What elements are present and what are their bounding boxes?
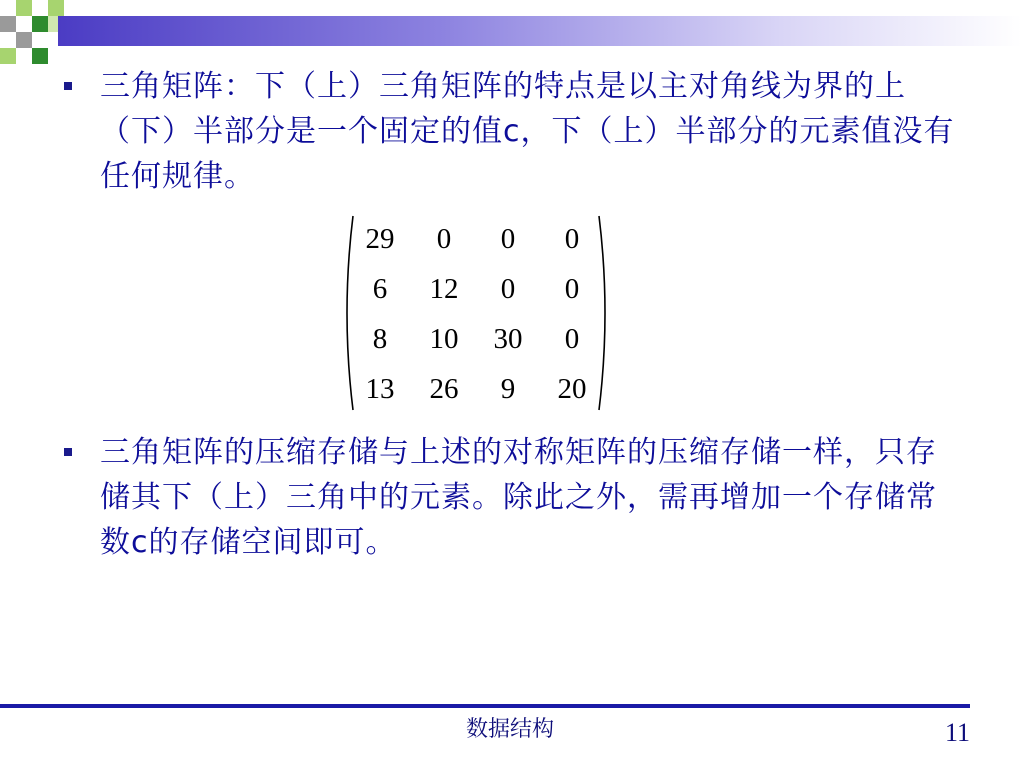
- bullet-text: 三角矩阵的压缩存储与上述的对称矩阵的压缩存储一样，只存储其下（上）三角中的元素。除此之外，需再增加一个存储常数c的存储空间即可。: [100, 435, 937, 560]
- matrix-cell: 9: [500, 373, 516, 405]
- bullet-square-icon: [64, 448, 72, 456]
- matrix-cell: 0: [564, 223, 580, 255]
- header-gradient-bar: [58, 16, 1022, 46]
- matrix-cell: 12: [429, 273, 459, 305]
- checker-square: [32, 48, 48, 64]
- matrix-cell: 20: [557, 373, 587, 405]
- matrix-cell: 30: [493, 323, 523, 355]
- matrix-cell: 0: [564, 323, 580, 355]
- checker-square: [0, 16, 16, 32]
- footer-title: 数据结构: [465, 717, 554, 742]
- matrix-cell: 0: [436, 223, 452, 255]
- checker-square: [16, 32, 32, 48]
- checker-square: [48, 0, 64, 16]
- matrix-cell: 29: [365, 223, 395, 255]
- matrix-cell: 26: [429, 373, 459, 405]
- matrix-cell: 0: [500, 273, 516, 305]
- matrix-cell: 0: [564, 273, 580, 305]
- footer-divider: [0, 704, 970, 708]
- matrix-cell: 0: [500, 223, 516, 255]
- checker-square: [16, 0, 32, 16]
- bullet-text: 三角矩阵：下（上）三角矩阵的特点是以主对角线为界的上（下）半部分是一个固定的值c，下（上）半部分的元素值没有任何规律。: [100, 69, 955, 194]
- page-number: 11: [944, 718, 970, 747]
- bullet-item: [64, 64, 964, 204]
- checker-square: [32, 16, 48, 32]
- checker-square: [0, 48, 16, 64]
- matrix-cell: 8: [372, 323, 388, 355]
- matrix-cell: 13: [365, 373, 395, 405]
- bullet-square-icon: [64, 82, 72, 90]
- triangular-matrix: [340, 214, 612, 412]
- matrix-cell: 6: [372, 273, 388, 305]
- bullet-item: [64, 430, 964, 570]
- matrix-cell: 10: [429, 323, 459, 355]
